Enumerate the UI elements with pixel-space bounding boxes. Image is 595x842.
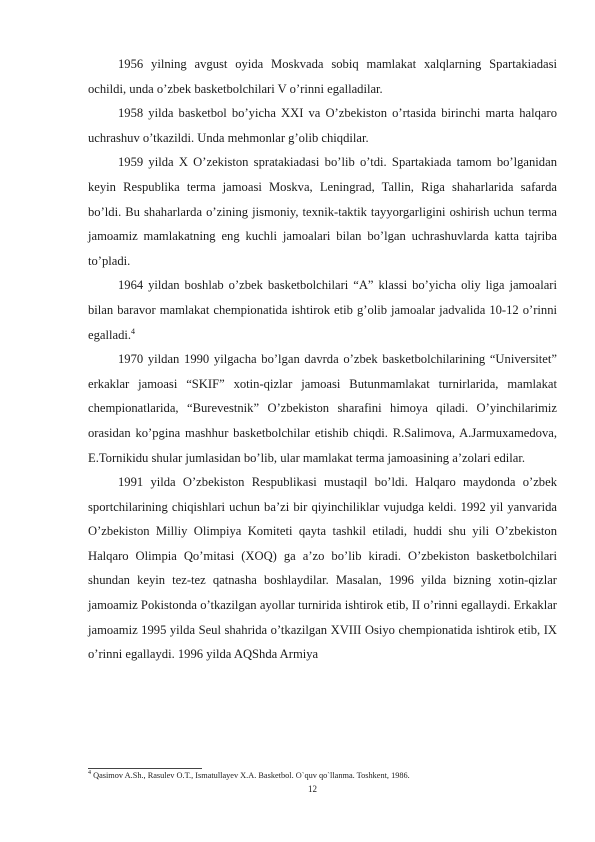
paragraph-1959: 1959 yilda X O’zekiston spratakiadasi bo’lib o’tdi. Spartakiada tamom bo’lganidan keyin Respublika terma jamoasi Moskva, Leningrad, Tallin, Riga shaharlarida safarda bo’ldi. Bu shaharlarda o’zining jismoniy, texnik-taktik tayyorgarligini oshirish uchun terma jamoamiz mamlakatning eng kuchli jamoalari bilan bo’lgan uchrashuvlarda katta tajriba to’pladi.	[88, 155, 557, 268]
footnote-number: 4	[88, 770, 91, 777]
paragraph-1956: 1956 yilning avgust oyida Moskvada sobiq mamlakat xalqlarning Spartakiadasi ochildi, unda o’zbek basketbolchilari V o’rinni egalladilar.	[88, 57, 557, 96]
paragraph-1964-text: 1964 yildan boshlab o’zbek basketbolchilari “A” klassi bo’yicha oliy liga jamoalari bilan baravor mamlakat chempionatida ishtirok etib g’olib jamoalar jadvalida 10-12 o’rinni egalladi.	[88, 278, 557, 342]
paragraph-1970: 1970 yildan 1990 yilgacha bo’lgan davrda o’zbek basketbolchilarining “Universitet” erkaklar jamoasi “SKIF” xotin-qizlar jamoasi Butunmamlakat turnirlarida, mamlakat chempionatlarida, “Burevestnik” O’zbekiston sharafini himoya qiladi. O’yinchilarimiz orasidan ko’pgina mashhur basketbolchilar etishib chiqdi. R.Salimova, A.Jarmuxamedova, E.Tornikidu shular jumlasidan bo’lib, ular mamlakat terma jamoasining a’zolari edilar.	[88, 352, 557, 465]
footnote-reference[interactable]: 4	[131, 326, 136, 336]
page-body	[88, 52, 557, 667]
footnote	[88, 771, 557, 780]
paragraph-1964	[88, 273, 557, 347]
page-number: 12	[308, 784, 317, 794]
paragraph-1958: 1958 yilda basketbol bo’yicha XXI va O’zbekiston o’rtasida birinchi marta halqaro uchrashuv o’tkazildi. Unda mehmonlar g’olib chiqdilar.	[88, 106, 557, 145]
footnote-text: Qasimov A.Sh., Rasulev O.T., Ismatullayev X.A. Basketbol. O`quv qo`llanma. Toshkent, 1986.	[93, 771, 410, 780]
paragraph-1991: 1991 yilda O’zbekiston Respublikasi mustaqil bo’ldi. Halqaro maydonda o’zbek sportchilarining chiqishlari uchun ba’zi bir qiyinchiliklar vujudga keldi. 1992 yil yanvarida O’zbekiston Milliy Olimpiya Komiteti qayta tashkil etiladi, huddi shu yili O’zbekiston Halqaro Olimpia Qo’mitasi (XOQ) ga a’zo bo’lib kiradi. O’zbekiston basketbolchilari shundan keyin tez-tez qatnasha boshlaydilar. Masalan, 1996 yilda bizning xotin-qizlar jamoamiz Pokistonda o’tkazilgan ayollar turnirida ishtirok etib, II o’rinni egallaydi. Erkaklar jamoamiz 1995 yilda Seul shahrida o’tkazilgan XVIII Osiyo chempionatida ishtirok etib, IX o’rinni egallaydi. 1996 yilda AQShda Armiya	[88, 475, 557, 662]
footnote-divider	[88, 768, 202, 769]
